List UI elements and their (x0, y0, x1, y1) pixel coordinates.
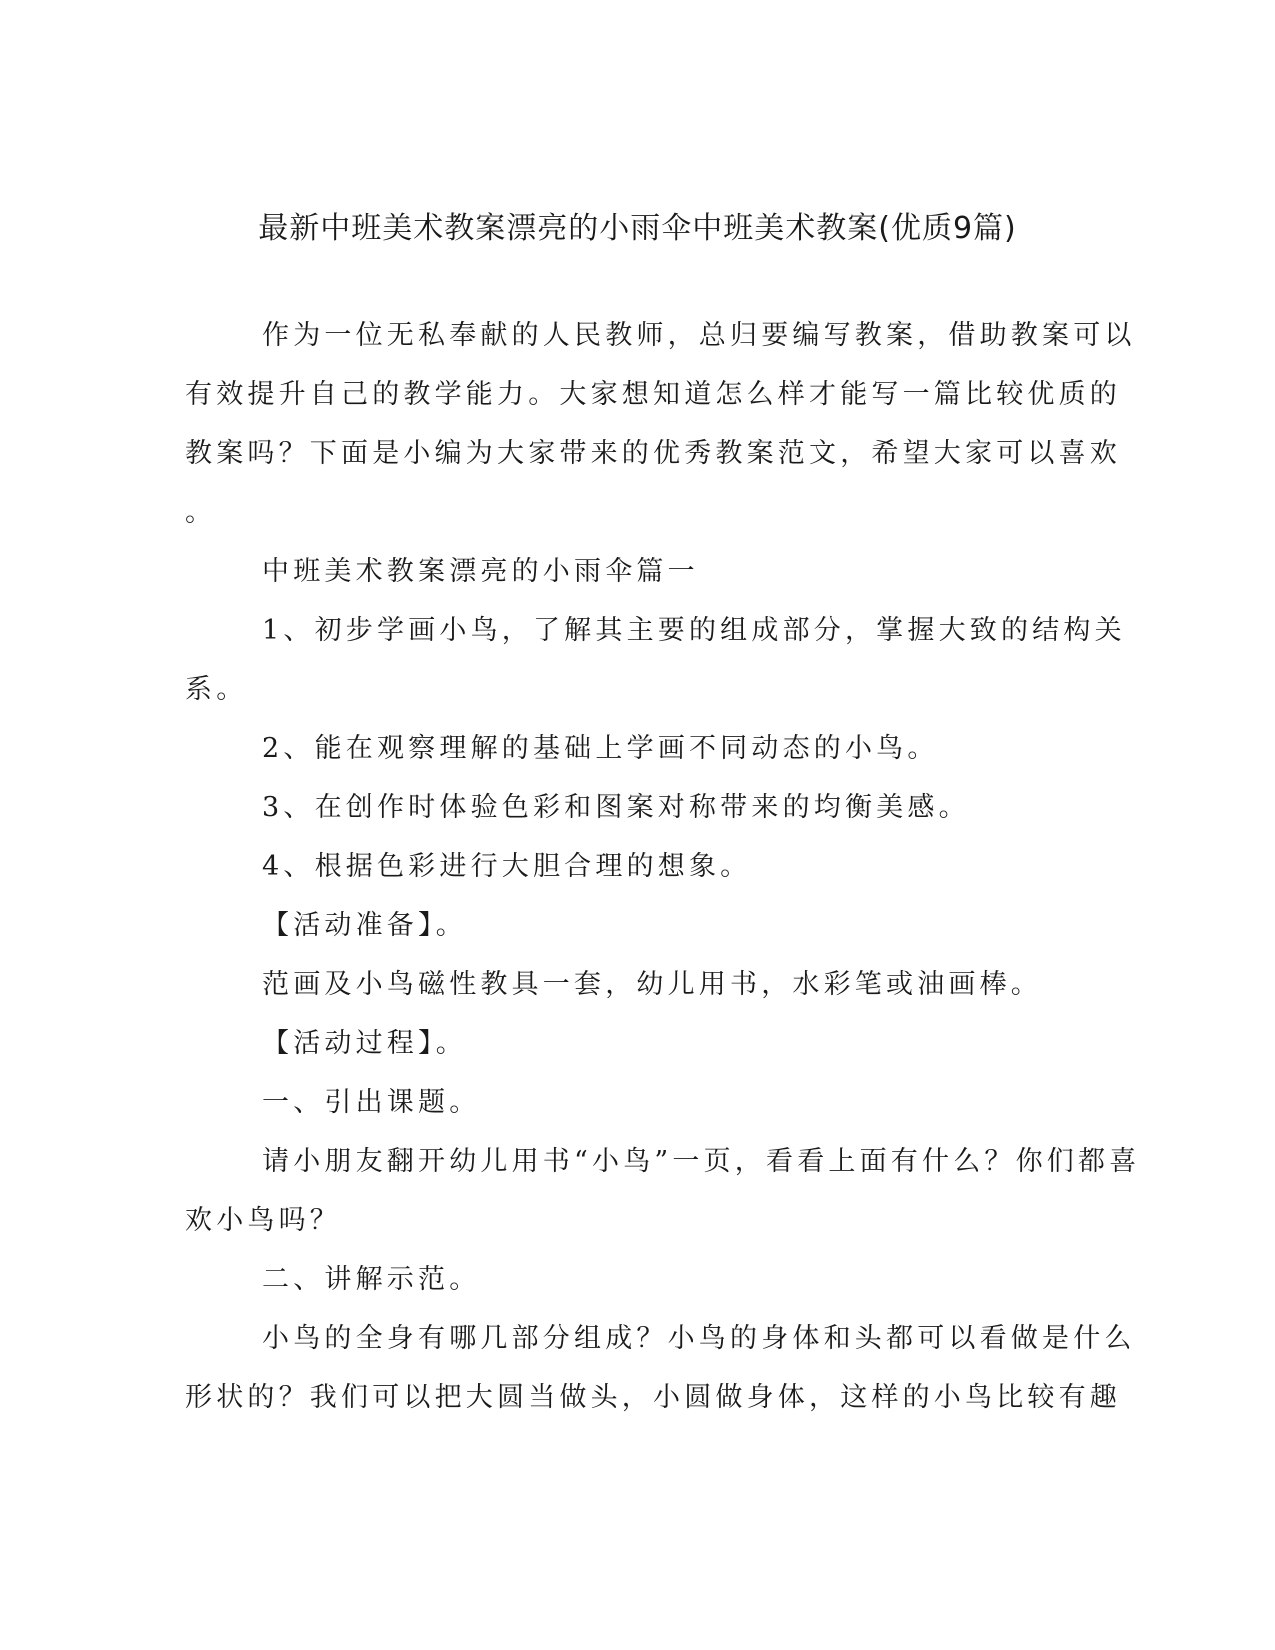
section-heading: 中班美术教案漂亮的小雨伞篇一 (262, 556, 699, 587)
paragraph-line: 。 (185, 497, 217, 528)
paragraph-line: 教案吗？下面是小编为大家带来的优秀教案范文，希望大家可以喜欢 (185, 438, 1121, 469)
paragraph-line: 欢小鸟吗？ (185, 1205, 341, 1236)
paragraph-line: 【活动过程】。 (262, 1028, 467, 1059)
paragraph-line: 1、初步学画小鸟，了解其主要的组成部分，掌握大致的结构关 (262, 615, 1126, 646)
paragraph-line: 系。 (185, 674, 248, 705)
paragraph-line: 有效提升自己的教学能力。大家想知道怎么样才能写一篇比较优质的 (185, 379, 1121, 410)
paragraph-line: 范画及小鸟磁性教具一套，幼儿用书，水彩笔或油画棒。 (262, 969, 1042, 1000)
paragraph-line: 二、讲解示范。 (262, 1264, 481, 1295)
paragraph-line: 【活动准备】。 (262, 910, 467, 941)
paragraph-line: 3、在创作时体验色彩和图案对称带来的均衡美感。 (262, 792, 970, 823)
paragraph-line: 小鸟的全身有哪几部分组成？小鸟的身体和头都可以看做是什么 (262, 1323, 1136, 1354)
paragraph-line: 4、根据色彩进行大胆合理的想象。 (262, 851, 752, 882)
paragraph-line: 形状的？我们可以把大圆当做头，小圆做身体，这样的小鸟比较有趣 (185, 1382, 1121, 1413)
document-title: 最新中班美术教案漂亮的小雨伞中班美术教案(优质9篇) (258, 211, 1017, 246)
paragraph-line: 请小朋友翻开幼儿用书“小鸟”一页，看看上面有什么？你们都喜 (262, 1146, 1141, 1177)
paragraph-line: 作为一位无私奉献的人民教师，总归要编写教案，借助教案可以 (262, 320, 1136, 351)
paragraph-line: 2、能在观察理解的基础上学画不同动态的小鸟。 (262, 733, 939, 764)
paragraph-line: 一、引出课题。 (262, 1087, 481, 1118)
